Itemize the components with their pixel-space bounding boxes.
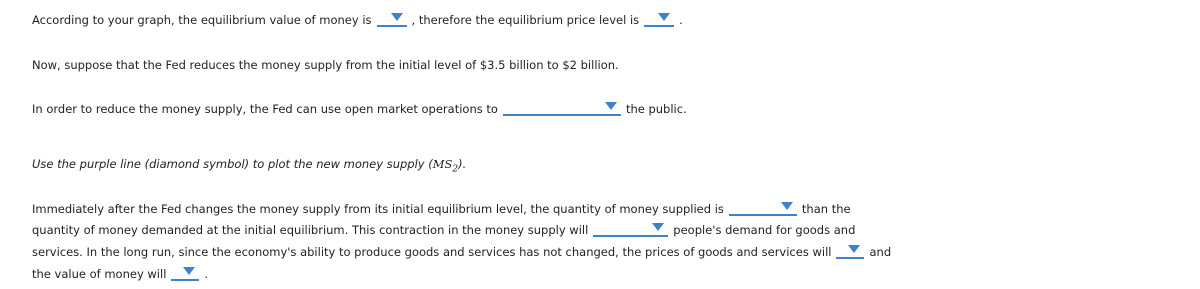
prices-will-dropdown[interactable] <box>836 244 864 259</box>
contraction-effect-dropdown[interactable] <box>593 222 668 237</box>
and-text: and <box>869 245 892 259</box>
ms-subscript: 2 <box>452 164 459 175</box>
quantity-supplied-text: Immediately after the Fed changes the money supply from its initial equilibrium level, the quantity of money supplied is <box>32 202 724 216</box>
chevron-down-icon <box>605 102 617 110</box>
plot-instruction <box>32 156 466 177</box>
plot-instruction-close: ). <box>458 157 467 171</box>
period-text: . <box>679 13 683 27</box>
ms-label: MS <box>432 157 453 171</box>
open-market-dropdown[interactable] <box>503 101 621 116</box>
chevron-down-icon <box>391 13 403 21</box>
equilibrium-value-dropdown[interactable] <box>377 12 407 27</box>
fed-reduces-statement <box>32 57 619 73</box>
chevron-down-icon <box>658 13 670 21</box>
people-demand-text: people's demand for goods and <box>673 223 856 237</box>
chevron-down-icon <box>183 267 195 275</box>
the-public-text: the public. <box>625 102 687 116</box>
plot-instruction-text: Use the purple line (diamond symbol) to plot the new money supply ( <box>32 157 433 171</box>
quantity-supplied-dropdown[interactable] <box>729 201 797 216</box>
value-of-money-text: the value of money will <box>32 267 167 281</box>
chevron-down-icon <box>652 223 664 231</box>
chevron-down-icon <box>781 202 793 210</box>
question-equilibrium-line <box>32 12 683 28</box>
equilibrium-price-text: , therefore the equilibrium price level is <box>411 13 640 27</box>
paragraph-line-4 <box>32 266 208 282</box>
equilibrium-value-text: According to your graph, the equilibrium value of money is <box>32 13 372 27</box>
value-of-money-dropdown[interactable] <box>171 266 199 281</box>
fed-reduces-text: Now, suppose that the Fed reduces the money supply from the initial level of $3.5 billion to $2 billion. <box>32 58 619 72</box>
equilibrium-price-dropdown[interactable] <box>644 12 674 27</box>
than-the-text: than the <box>801 202 851 216</box>
open-market-text: In order to reduce the money supply, the Fed can use open market operations to <box>32 102 498 116</box>
paragraph-line-3 <box>32 244 891 260</box>
ms2-symbol <box>432 157 459 175</box>
final-period-text: . <box>204 267 209 281</box>
open-market-line <box>32 101 687 117</box>
contraction-text: quantity of money demanded at the initial equilibrium. This contraction in the money supply will <box>32 223 589 237</box>
chevron-down-icon <box>848 245 860 253</box>
paragraph-line-2 <box>32 222 855 238</box>
paragraph-line-1 <box>32 201 851 217</box>
long-run-text: services. In the long run, since the economy's ability to produce goods and services has not changed, the prices of goods and services will <box>32 245 832 259</box>
